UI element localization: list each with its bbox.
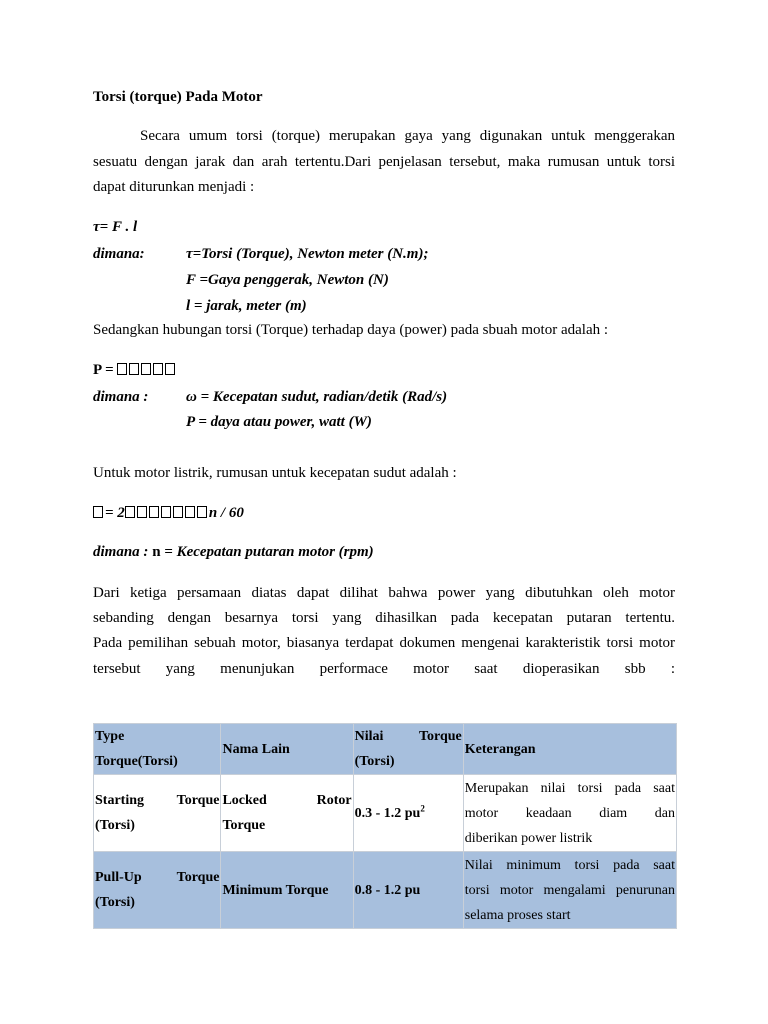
definition-rpm: dimana : n = Kecepatan putaran motor (rpm) bbox=[93, 544, 374, 560]
cell-nilai: 0.3 - 1.2 $pu^2$ bbox=[353, 775, 463, 852]
cell-keterangan: Merupakan nilai torsi pada saat motor keadaan diam dan diberikan power listrik bbox=[463, 775, 676, 852]
tau-symbol: τ bbox=[93, 219, 100, 235]
paragraph-1-line-2: sesuatu dengan jarak dan arah tertentu.Dari penjelasan tersebut, maka rumusan untuk torsi bbox=[93, 154, 675, 170]
paragraph-4-line-4: tersebut yang menunjukan performace motor saat dioperasikan sbb : bbox=[93, 661, 675, 677]
formula-angular-speed: = 2 n / 60 bbox=[93, 504, 244, 522]
cell-nilai: 0.8 - 1.2 pu bbox=[353, 852, 463, 929]
formula-power: P = bbox=[93, 361, 177, 379]
tau-symbol: τ bbox=[186, 246, 193, 262]
definition-distance: l = jarak, meter (m) bbox=[186, 298, 307, 314]
dimana-label-1: dimana: bbox=[93, 246, 145, 262]
cell-nama-lain: Minimum Torque bbox=[221, 852, 353, 929]
paragraph-4-line-2: sebanding dengan besarnya torsi yang dihasilkan pada kecepatan putaran tertentu. bbox=[93, 610, 675, 626]
torque-table bbox=[93, 723, 677, 929]
paragraph-1-line-3: dapat diturunkan menjadi : bbox=[93, 179, 255, 195]
cell-type: Pull-Up Torque (Torsi) bbox=[94, 852, 221, 929]
paragraph-3: Untuk motor listrik, rumusan untuk kecepatan sudut adalah : bbox=[93, 465, 457, 481]
paragraph-1-line-1: Secara umum torsi (torque) merupakan gaya yang digunakan untuk menggerakan bbox=[140, 128, 675, 144]
missing-glyph-boxes bbox=[125, 505, 209, 521]
omega-symbol: ω bbox=[186, 389, 197, 405]
formula-torque: τ= F . l bbox=[93, 219, 138, 235]
definition-torque: τ=Torsi (Torque), Newton meter (N.m); bbox=[186, 246, 429, 262]
header-type: Type Torque(Torsi) bbox=[94, 724, 221, 775]
definition-omega: ω = Kecepatan sudut, radian/detik (Rad/s) bbox=[186, 389, 448, 405]
header-nama-lain: Nama Lain bbox=[221, 724, 353, 775]
cell-nama-lain: Locked Rotor Torque bbox=[221, 775, 353, 852]
paragraph-2: Sedangkan hubungan torsi (Torque) terhadap daya (power) pada sbuah motor adalah : bbox=[93, 322, 609, 338]
dimana-label-2: dimana : bbox=[93, 389, 149, 405]
paragraph-4-line-1: Dari ketiga persamaan diatas dapat dilihat bahwa power yang dibutuhkan oleh motor bbox=[93, 585, 675, 601]
paragraph-4-line-3: Pada pemilihan sebuah motor, biasanya terdapat dokumen mengenai karakteristik torsi motor bbox=[93, 635, 675, 651]
document-title: Torsi (torque) Pada Motor bbox=[93, 89, 263, 105]
header-nilai-torque: Nilai Torque (Torsi) bbox=[353, 724, 463, 775]
missing-glyph-boxes bbox=[117, 362, 177, 378]
missing-glyph-box bbox=[93, 506, 103, 518]
table-row bbox=[94, 852, 677, 929]
cell-type: Starting Torque (Torsi) bbox=[94, 775, 221, 852]
table-header-row bbox=[94, 724, 677, 775]
definition-force: F =Gaya penggerak, Newton (N) bbox=[186, 272, 389, 288]
definition-power: P = daya atau power, watt (W) bbox=[186, 414, 372, 430]
header-keterangan: Keterangan bbox=[463, 724, 676, 775]
cell-keterangan: Nilai minimum torsi pada saat torsi motor mengalami penurunan selama proses start bbox=[463, 852, 676, 929]
table-row bbox=[94, 775, 677, 852]
